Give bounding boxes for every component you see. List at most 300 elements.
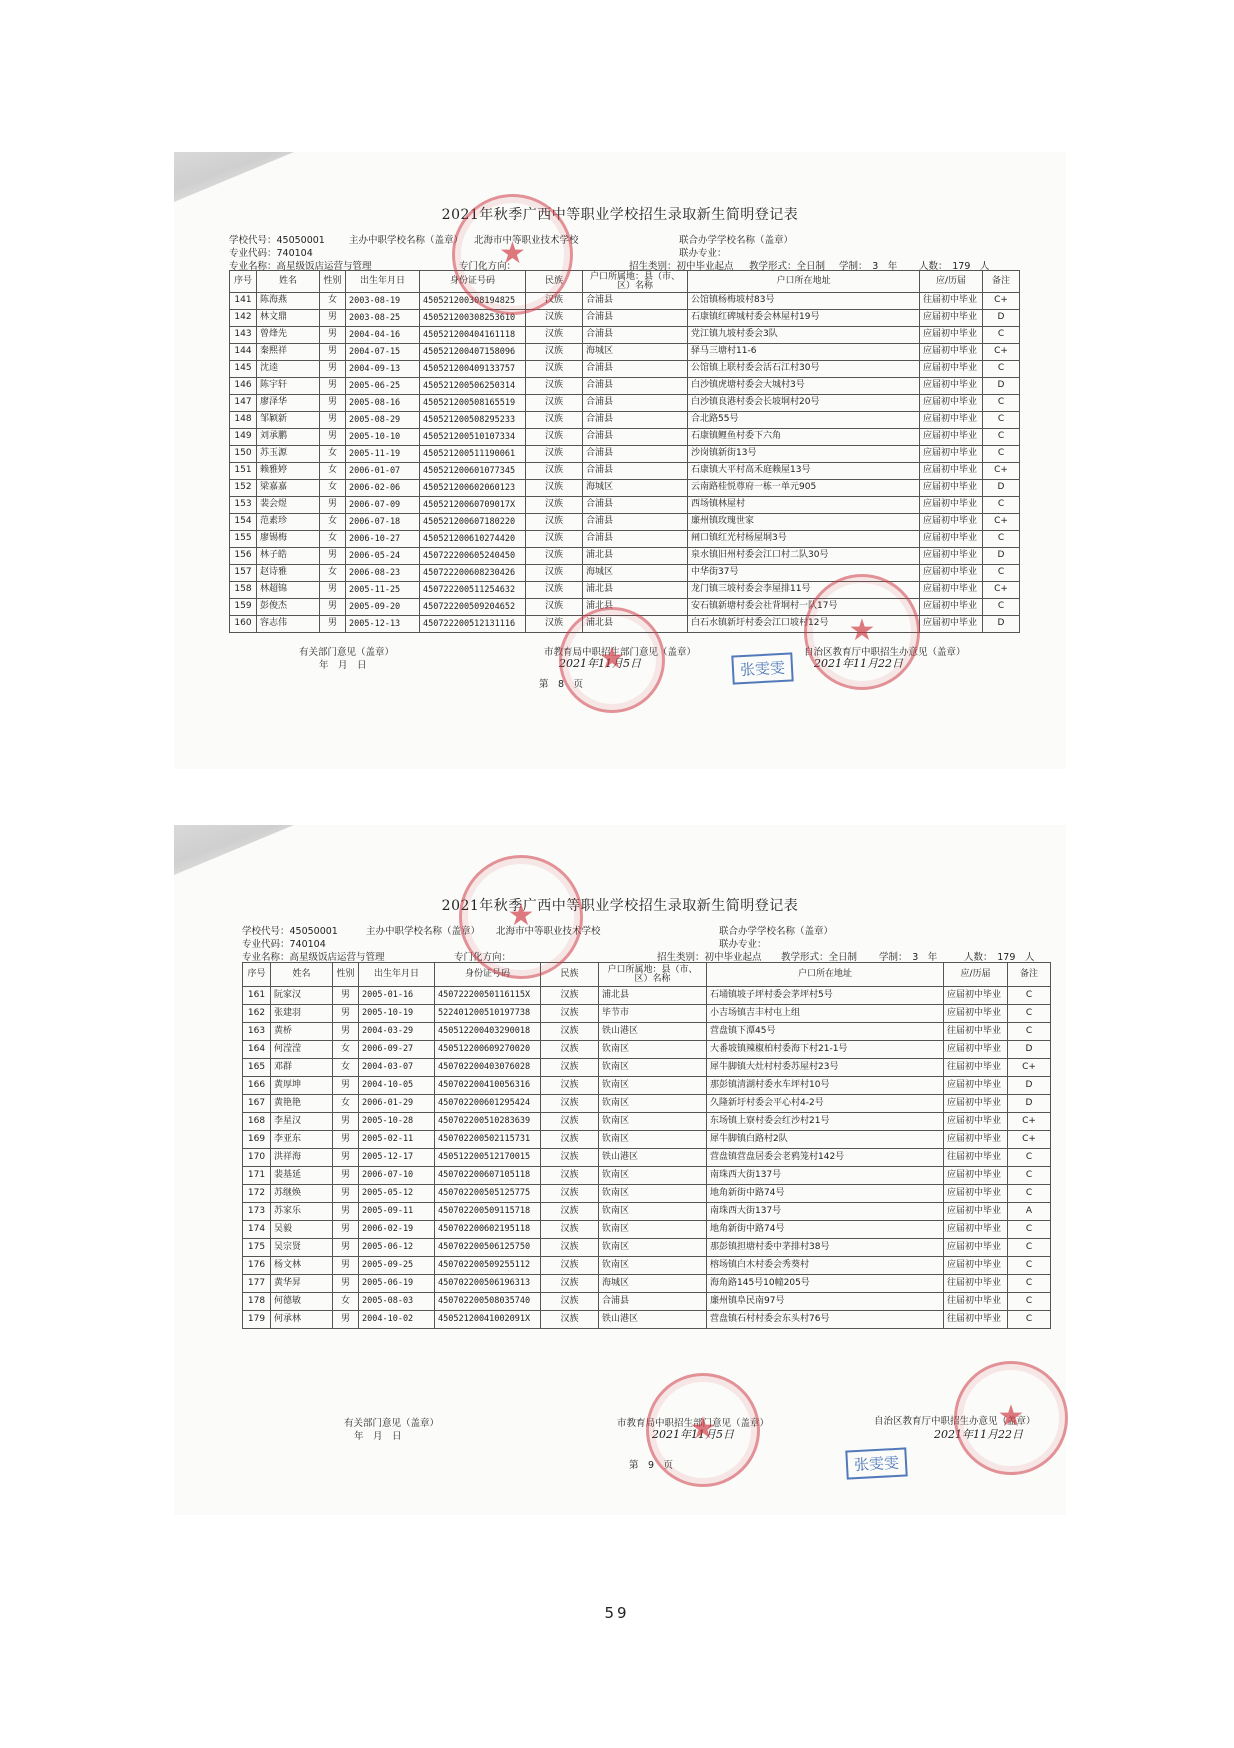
seq-cell: 160 (230, 616, 257, 633)
gender-cell: 男 (320, 616, 346, 633)
name-cell: 赵诗雅 (257, 565, 320, 582)
sheet-number: 第 9 页 (629, 1460, 674, 1471)
ethnicity-cell: 汉族 (526, 599, 583, 616)
county-cell: 合浦县 (583, 412, 688, 429)
address-cell: 营盘镇营盘居委会老鸦笼村142号 (707, 1149, 944, 1167)
id-number-cell: 450702200403076028 (435, 1059, 541, 1077)
header-col-address: 户口所在地址 (707, 963, 944, 987)
graduate-type-cell: 应届初中毕业 (920, 310, 983, 327)
name-cell: 陈宇轩 (257, 378, 320, 395)
birthdate-cell: 2004-03-07 (359, 1059, 435, 1077)
graduate-type-cell: 往届初中毕业 (944, 1149, 1008, 1167)
table-row (243, 1095, 1051, 1113)
remark-cell: C (983, 327, 1020, 344)
ethnicity-cell: 汉族 (541, 1149, 599, 1167)
id-number-cell: 45072220050116115X (435, 987, 541, 1005)
organizer-name: 北海市中等职业技术学校 (496, 926, 601, 937)
remark-cell: D (983, 378, 1020, 395)
graduate-type-cell: 应届初中毕业 (920, 327, 983, 344)
table-row (243, 1221, 1051, 1239)
birthdate-cell: 2003-08-25 (346, 310, 420, 327)
address-cell: 驿马三塘村11-6 (688, 344, 920, 361)
graduate-type-cell: 往届初中毕业 (944, 1275, 1008, 1293)
remark-cell: C (1008, 1257, 1051, 1275)
table-row (230, 480, 1020, 497)
county-cell: 钦南区 (599, 1131, 707, 1149)
major-code: 专业代码：740104 (229, 248, 313, 259)
ethnicity-cell: 汉族 (526, 514, 583, 531)
id-number-cell: 450702200506125750 (435, 1239, 541, 1257)
id-number-cell: 450521200601077345 (420, 463, 526, 480)
partner-major: 联办专业： (719, 939, 767, 950)
id-number-cell: 450722200509204652 (420, 599, 526, 616)
id-number-cell: 450722200608230426 (420, 565, 526, 582)
birthdate-cell: 2004-04-16 (346, 327, 420, 344)
birthdate-cell: 2005-11-19 (346, 446, 420, 463)
id-number-cell: 45052120060709017X (420, 497, 526, 514)
name-cell: 张建羽 (271, 1005, 333, 1023)
scanned-sheet-1 (174, 152, 1066, 769)
header-col-seq: 序号 (243, 963, 271, 987)
name-cell: 廖泽华 (257, 395, 320, 412)
county-cell: 合浦县 (599, 1293, 707, 1311)
remark-cell: D (983, 480, 1020, 497)
name-cell: 杨文林 (271, 1257, 333, 1275)
graduate-type-cell: 应届初中毕业 (944, 1185, 1008, 1203)
county-cell: 合浦县 (583, 463, 688, 480)
name-cell: 邓群 (271, 1059, 333, 1077)
id-number-cell: 450512200512170015 (435, 1149, 541, 1167)
gender-cell: 女 (320, 565, 346, 582)
footer-region-date: 2021年11月22日 (814, 657, 903, 670)
graduate-type-cell: 应届初中毕业 (920, 514, 983, 531)
name-cell: 邹颖新 (257, 412, 320, 429)
gender-cell: 男 (320, 378, 346, 395)
id-number-cell: 450521200506250314 (420, 378, 526, 395)
gender-cell: 男 (333, 987, 359, 1005)
header-col-graduate-type: 应/历届 (944, 963, 1008, 987)
organizer-label: 主办中职学校名称（盖章） (349, 235, 464, 246)
header-col-county: 户口所属地：县（市、区）名称 (583, 271, 688, 293)
name-cell: 刘承鹏 (257, 429, 320, 446)
birthdate-cell: 2004-10-02 (359, 1311, 435, 1329)
birthdate-cell: 2005-09-25 (359, 1257, 435, 1275)
address-cell: 廉州镇阜民南97号 (707, 1293, 944, 1311)
county-cell: 钦南区 (599, 1203, 707, 1221)
table-header-row (230, 271, 1020, 293)
table-row (243, 1077, 1051, 1095)
remark-cell: C+ (983, 293, 1020, 310)
graduate-type-cell: 应届初中毕业 (920, 378, 983, 395)
table-row (230, 412, 1020, 429)
address-cell: 大番坡镇辣椒柏村委海下村21-1号 (707, 1041, 944, 1059)
sheet-title: 2021年秋季广西中等职业学校招生录取新生简明登记表 (441, 207, 799, 223)
table-row (230, 514, 1020, 531)
school-code: 学校代号：45050001 (229, 235, 325, 246)
county-cell: 合浦县 (583, 361, 688, 378)
gender-cell: 男 (333, 1113, 359, 1131)
gender-cell: 男 (333, 1203, 359, 1221)
address-cell: 地角新街中路74号 (707, 1221, 944, 1239)
table-row (243, 1185, 1051, 1203)
table-row (230, 599, 1020, 616)
ethnicity-cell: 汉族 (526, 293, 583, 310)
remark-cell: C (1008, 1023, 1051, 1041)
address-cell: 营盘镇石村村委会东头村76号 (707, 1311, 944, 1329)
county-cell: 浦北县 (583, 582, 688, 599)
birthdate-cell: 2005-01-16 (359, 987, 435, 1005)
footer-city-date: 2021年11月5日 (559, 657, 641, 670)
remark-cell: C (1008, 1239, 1051, 1257)
footer-dept-opinion: 有关部门意见（盖章） (299, 647, 395, 658)
ethnicity-cell: 汉族 (526, 463, 583, 480)
graduate-type-cell: 应届初中毕业 (944, 1203, 1008, 1221)
ethnicity-cell: 汉族 (541, 1113, 599, 1131)
graduate-type-cell: 应届初中毕业 (944, 1167, 1008, 1185)
ethnicity-cell: 汉族 (526, 582, 583, 599)
county-cell: 钦南区 (599, 1113, 707, 1131)
address-cell: 那彭镇清湖村委水车坪村10号 (707, 1077, 944, 1095)
name-cell: 吴宗贤 (271, 1239, 333, 1257)
table-row (243, 1149, 1051, 1167)
name-cell: 吴毅 (271, 1221, 333, 1239)
footer-city-date: 2021年11月5日 (652, 1428, 734, 1441)
birthdate-cell: 2006-02-06 (346, 480, 420, 497)
ethnicity-cell: 汉族 (526, 446, 583, 463)
header-col-ethnicity: 民族 (541, 963, 599, 987)
gender-cell: 男 (333, 1239, 359, 1257)
address-cell: 西场镇林屋村 (688, 497, 920, 514)
name-cell: 黄桥 (271, 1023, 333, 1041)
header-col-graduate-type: 应/历届 (920, 271, 983, 293)
graduate-type-cell: 应届初中毕业 (944, 1005, 1008, 1023)
graduate-type-cell: 往届初中毕业 (920, 293, 983, 310)
id-number-cell: 450521200407158096 (420, 344, 526, 361)
gender-cell: 女 (333, 1095, 359, 1113)
remark-cell: D (1008, 1095, 1051, 1113)
id-number-cell: 450702200505125775 (435, 1185, 541, 1203)
id-number-cell: 450702200509115718 (435, 1203, 541, 1221)
student-count: 人数： 179 人 (964, 952, 1035, 963)
name-cell: 裴会煜 (257, 497, 320, 514)
gender-cell: 男 (320, 327, 346, 344)
seq-cell: 147 (230, 395, 257, 412)
birthdate-cell: 2005-09-20 (346, 599, 420, 616)
graduate-type-cell: 应届初中毕业 (944, 1113, 1008, 1131)
specialization: 专门化方向： (459, 261, 517, 272)
scanned-sheet-2 (174, 825, 1066, 1515)
birthdate-cell: 2005-08-16 (346, 395, 420, 412)
id-number-cell: 450521200602060123 (420, 480, 526, 497)
ethnicity-cell: 汉族 (541, 1131, 599, 1149)
id-number-cell: 450521200308253610 (420, 310, 526, 327)
address-cell: 地角新街中路74号 (707, 1185, 944, 1203)
gender-cell: 女 (333, 1041, 359, 1059)
ethnicity-cell: 汉族 (541, 1275, 599, 1293)
roster-table-2 (242, 962, 1051, 1329)
seq-cell: 171 (243, 1167, 271, 1185)
birthdate-cell: 2005-09-11 (359, 1203, 435, 1221)
graduate-type-cell: 往届初中毕业 (944, 1059, 1008, 1077)
footer-region-opinion: 自治区教育厅中职招生办意见（盖章） (874, 1416, 1036, 1427)
birthdate-cell: 2005-06-12 (359, 1239, 435, 1257)
county-cell: 合浦县 (583, 514, 688, 531)
id-number-cell: 450722200512131116 (420, 616, 526, 633)
birthdate-cell: 2006-09-27 (359, 1041, 435, 1059)
name-cell: 裴基延 (271, 1167, 333, 1185)
graduate-type-cell: 应届初中毕业 (944, 1131, 1008, 1149)
footer-city-opinion: 市教育局中职招生部门意见（盖章） (544, 647, 697, 658)
id-number-cell: 450521200308194825 (420, 293, 526, 310)
birthdate-cell: 2005-12-17 (359, 1149, 435, 1167)
id-number-cell: 450521200404161118 (420, 327, 526, 344)
table-row (230, 582, 1020, 599)
seq-cell: 175 (243, 1239, 271, 1257)
remark-cell: C (983, 497, 1020, 514)
graduate-type-cell: 应届初中毕业 (920, 361, 983, 378)
table-row (230, 310, 1020, 327)
id-number-cell: 450512200403290018 (435, 1023, 541, 1041)
gender-cell: 男 (320, 310, 346, 327)
address-cell: 云南路桂悦尊府一栋一单元905 (688, 480, 920, 497)
ethnicity-cell: 汉族 (541, 1041, 599, 1059)
remark-cell: C (1008, 1005, 1051, 1023)
id-number-cell: 450521200508295233 (420, 412, 526, 429)
county-cell: 浦北县 (583, 599, 688, 616)
address-cell: 久隆新圩村委会平心村4-2号 (707, 1095, 944, 1113)
name-cell: 秦熙祥 (257, 344, 320, 361)
table-row (243, 987, 1051, 1005)
address-cell: 海角路145号10幢205号 (707, 1275, 944, 1293)
footer-city-opinion: 市教育局中职招生部门意见（盖章） (617, 1418, 770, 1429)
name-stamp: 张雯雯 (731, 652, 793, 684)
graduate-type-cell: 往届初中毕业 (944, 1311, 1008, 1329)
seq-cell: 157 (230, 565, 257, 582)
header-col-name: 姓名 (271, 963, 333, 987)
remark-cell: D (983, 310, 1020, 327)
table-row (230, 429, 1020, 446)
ethnicity-cell: 汉族 (541, 1293, 599, 1311)
graduate-type-cell: 应届初中毕业 (920, 548, 983, 565)
name-cell: 廖锡梅 (257, 531, 320, 548)
county-cell: 合浦县 (583, 310, 688, 327)
address-cell: 石康镇红碑城村委会林屋村19号 (688, 310, 920, 327)
footer-region-date: 2021年11月22日 (934, 1428, 1023, 1441)
address-cell: 闸口镇红光村杨屋垌3号 (688, 531, 920, 548)
remark-cell: C (983, 531, 1020, 548)
address-cell: 南珠西大街137号 (707, 1167, 944, 1185)
gender-cell: 男 (320, 582, 346, 599)
graduate-type-cell: 应届初中毕业 (920, 429, 983, 446)
id-number-cell: 450521200511190061 (420, 446, 526, 463)
address-cell: 南珠西大街137号 (707, 1203, 944, 1221)
remark-cell: C (983, 565, 1020, 582)
gender-cell: 男 (333, 1131, 359, 1149)
sheet-title: 2021年秋季广西中等职业学校招生录取新生简明登记表 (441, 898, 799, 914)
table-row (243, 1041, 1051, 1059)
remark-cell: C (1008, 1293, 1051, 1311)
table-row (243, 1131, 1051, 1149)
address-cell: 石康镇鲤鱼村委下六角 (688, 429, 920, 446)
county-cell: 铁山港区 (599, 1023, 707, 1041)
ethnicity-cell: 汉族 (541, 1311, 599, 1329)
graduate-type-cell: 应届初中毕业 (920, 344, 983, 361)
table-row (230, 548, 1020, 565)
address-cell: 公馆镇上联村委会活石江村30号 (688, 361, 920, 378)
address-cell: 石康镇大平村高禾庭赖屋13号 (688, 463, 920, 480)
address-cell: 中华街37号 (688, 565, 920, 582)
seq-cell: 141 (230, 293, 257, 310)
remark-cell: C+ (1008, 1131, 1051, 1149)
partner-label: 联合办学学校名称（盖章） (679, 235, 794, 246)
address-cell: 犀牛脚镇白路村2队 (707, 1131, 944, 1149)
table-row (230, 497, 1020, 514)
seq-cell: 150 (230, 446, 257, 463)
ethnicity-cell: 汉族 (541, 1095, 599, 1113)
remark-cell: A (1008, 1203, 1051, 1221)
header-col-id-number: 身份证号码 (420, 271, 526, 293)
remark-cell: C (983, 361, 1020, 378)
ethnicity-cell: 汉族 (541, 987, 599, 1005)
seq-cell: 178 (243, 1293, 271, 1311)
county-cell: 钦南区 (599, 1041, 707, 1059)
table-row (243, 1059, 1051, 1077)
seq-cell: 167 (243, 1095, 271, 1113)
name-cell: 黄华昇 (271, 1275, 333, 1293)
gender-cell: 男 (320, 599, 346, 616)
ethnicity-cell: 汉族 (526, 548, 583, 565)
ethnicity-cell: 汉族 (541, 1257, 599, 1275)
table-row (243, 1023, 1051, 1041)
enroll-type: 招生类别：初中毕业起点 (657, 952, 762, 963)
gender-cell: 男 (320, 412, 346, 429)
address-cell: 公馆镇杨梅坡村83号 (688, 293, 920, 310)
remark-cell: C (983, 599, 1020, 616)
address-cell: 泉水镇旧州村委会江口村二队30号 (688, 548, 920, 565)
county-cell: 海城区 (583, 480, 688, 497)
seq-cell: 159 (230, 599, 257, 616)
ethnicity-cell: 汉族 (526, 429, 583, 446)
seq-cell: 179 (243, 1311, 271, 1329)
gender-cell: 女 (320, 531, 346, 548)
remark-cell: C (1008, 1221, 1051, 1239)
ethnicity-cell: 汉族 (541, 1005, 599, 1023)
seq-cell: 174 (243, 1221, 271, 1239)
graduate-type-cell: 应届初中毕业 (944, 1239, 1008, 1257)
name-cell: 沈逵 (257, 361, 320, 378)
ethnicity-cell: 汉族 (541, 1239, 599, 1257)
header-col-gender: 性别 (320, 271, 346, 293)
name-stamp: 张雯雯 (845, 1447, 907, 1479)
gender-cell: 男 (320, 344, 346, 361)
seq-cell: 164 (243, 1041, 271, 1059)
school-code: 学校代号：45050001 (242, 926, 338, 937)
remark-cell: C (1008, 1167, 1051, 1185)
header-col-gender: 性别 (333, 963, 359, 987)
table-row (230, 446, 1020, 463)
header-col-remark: 备注 (983, 271, 1020, 293)
seq-cell: 148 (230, 412, 257, 429)
name-cell: 曾烽先 (257, 327, 320, 344)
seq-cell: 156 (230, 548, 257, 565)
county-cell: 浦北县 (583, 616, 688, 633)
seq-cell: 152 (230, 480, 257, 497)
gender-cell: 男 (333, 1257, 359, 1275)
remark-cell: C (983, 395, 1020, 412)
name-cell: 李亚东 (271, 1131, 333, 1149)
name-cell: 彭俊杰 (257, 599, 320, 616)
id-number-cell: 450702200502115731 (435, 1131, 541, 1149)
table-row (243, 1203, 1051, 1221)
table-row (230, 344, 1020, 361)
table-row (243, 1239, 1051, 1257)
table-header-row (243, 963, 1051, 987)
document-page-number: 59 (604, 1604, 630, 1622)
name-cell: 林文鼎 (257, 310, 320, 327)
major-name: 专业名称：高星级饭店运营与管理 (229, 261, 372, 272)
graduate-type-cell: 应届初中毕业 (920, 480, 983, 497)
gender-cell: 男 (320, 429, 346, 446)
county-cell: 钦南区 (599, 1185, 707, 1203)
table-row (230, 565, 1020, 582)
address-cell: 党江镇九坡村委会3队 (688, 327, 920, 344)
id-number-cell: 45052120041002091X (435, 1311, 541, 1329)
scan-shadow-corner (174, 825, 294, 875)
graduate-type-cell: 应届初中毕业 (920, 463, 983, 480)
name-cell: 范素珍 (257, 514, 320, 531)
table-row (243, 1311, 1051, 1329)
table-row (243, 1293, 1051, 1311)
gender-cell: 男 (333, 1275, 359, 1293)
seq-cell: 162 (243, 1005, 271, 1023)
edu-form: 教学形式：全日制 (749, 261, 826, 272)
name-cell: 苏家乐 (271, 1203, 333, 1221)
footer-dept-date: 年 月 日 (319, 660, 367, 671)
seq-cell: 161 (243, 987, 271, 1005)
enroll-type: 招生类别：初中毕业起点 (629, 261, 734, 272)
duration: 学制： 3 年 (839, 261, 898, 272)
table-row (243, 1005, 1051, 1023)
graduate-type-cell: 应届初中毕业 (920, 616, 983, 633)
name-cell: 苏继焕 (271, 1185, 333, 1203)
header-col-name: 姓名 (257, 271, 320, 293)
roster-table-1 (229, 270, 1020, 633)
address-cell: 沙岗镇新街13号 (688, 446, 920, 463)
gender-cell: 女 (333, 1293, 359, 1311)
graduate-type-cell: 应届初中毕业 (920, 531, 983, 548)
seq-cell: 143 (230, 327, 257, 344)
remark-cell: C (1008, 1149, 1051, 1167)
table-row (230, 616, 1020, 633)
name-cell: 洪祥海 (271, 1149, 333, 1167)
ethnicity-cell: 汉族 (526, 378, 583, 395)
organizer-label: 主办中职学校名称（盖章） (366, 926, 481, 937)
birthdate-cell: 2004-07-15 (346, 344, 420, 361)
name-cell: 黄厚坤 (271, 1077, 333, 1095)
id-number-cell: 450512200609270020 (435, 1041, 541, 1059)
gender-cell: 男 (333, 1221, 359, 1239)
birthdate-cell: 2006-05-24 (346, 548, 420, 565)
remark-cell: C+ (1008, 1113, 1051, 1131)
specialization: 专门化方向： (454, 952, 512, 963)
address-cell: 龙门镇三坡村委会李屋排11号 (688, 582, 920, 599)
footer-dept-opinion: 有关部门意见（盖章） (344, 1418, 440, 1429)
table-row (243, 1275, 1051, 1293)
gender-cell: 女 (320, 463, 346, 480)
ethnicity-cell: 汉族 (526, 480, 583, 497)
gender-cell: 女 (320, 446, 346, 463)
seq-cell: 153 (230, 497, 257, 514)
